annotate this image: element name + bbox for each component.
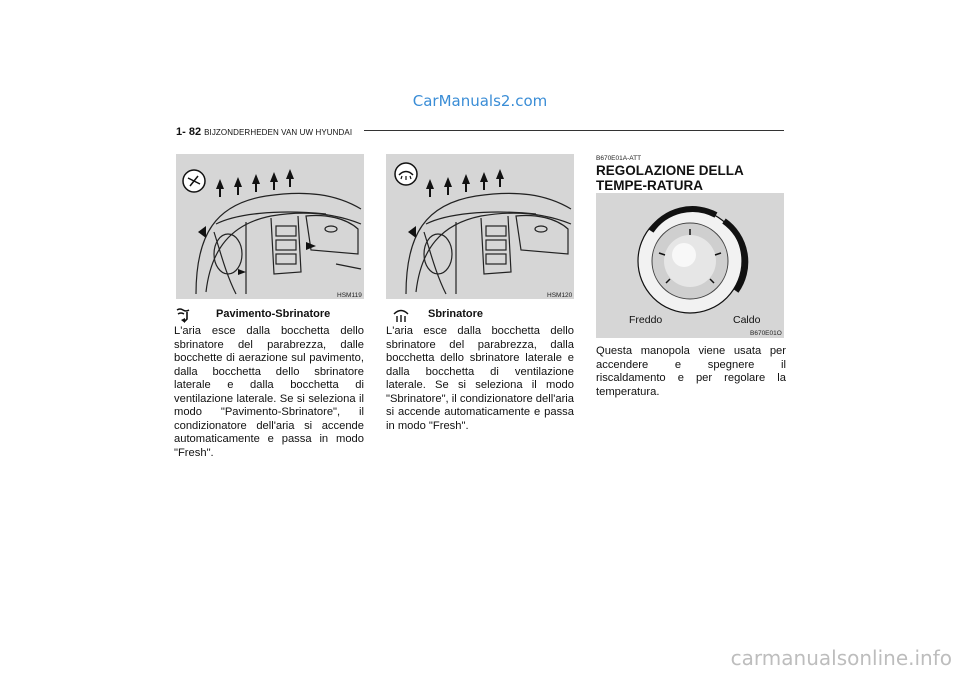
page-header [176, 126, 352, 138]
dial-label-hot: Caldo [733, 314, 761, 326]
watermark-bottom: carmanualsonline.info [730, 646, 952, 670]
dashboard-figure-defrost [386, 154, 574, 299]
defrost-mode-icon [392, 306, 410, 324]
section-title: REGOLAZIONE DELLA TEMPE-RATURA [596, 163, 744, 193]
dashboard-illustration [176, 154, 364, 299]
body-text-defrost: L'aria esce dalla bocchetta dello sbrinatore del parabrezza, dalla bocchetta dello sbrinatore laterale e dalla bocchetta di ventilazione laterale. Se si seleziona il modo "Sbrinatore", il condizionatore dell'aria si accende automaticamente e passa in modo "Fresh". [386, 325, 574, 432]
dial-label-cold: Freddo [629, 314, 663, 326]
mode-title-floor-defrost: Pavimento-Sbrinatore [216, 308, 331, 320]
section-header: BIJZONDERHEDEN VAN UW HYUNDAI [204, 128, 353, 137]
header-rule [364, 130, 784, 131]
page-number: 1- 82 [176, 126, 202, 138]
floor-defrost-mode-icon [175, 306, 193, 324]
section-code: B670E01A-ATT [596, 155, 642, 162]
watermark-top: CarManuals2.com [412, 92, 548, 110]
figure-code-2: HSM120 [547, 292, 573, 299]
body-text-temperature: Questa manopola viene usata per accendere e spegnere il riscaldamento e per regolare la temperatura. [596, 345, 786, 398]
figure-code-1: HSM119 [337, 292, 362, 299]
dashboard-illustration [386, 154, 574, 299]
body-text-floor-defrost: L'aria esce dalla bocchetta dello sbrinatore del parabrezza, dalle bocchette di aerazione sul pavimento, dalla bocchetta dello sbrinatore laterale e dalla bocchetta di ventilazione laterale. Se si seleziona il modo "Pavimento-Sbrinatore", il condizionatore dell'aria si accende automaticamente e passa in modo "Fresh". [174, 325, 364, 459]
mode-title-defrost: Sbrinatore [428, 308, 484, 320]
figure-code-3: B670E01O [750, 330, 782, 337]
dashboard-figure-floor-defrost [176, 154, 364, 299]
